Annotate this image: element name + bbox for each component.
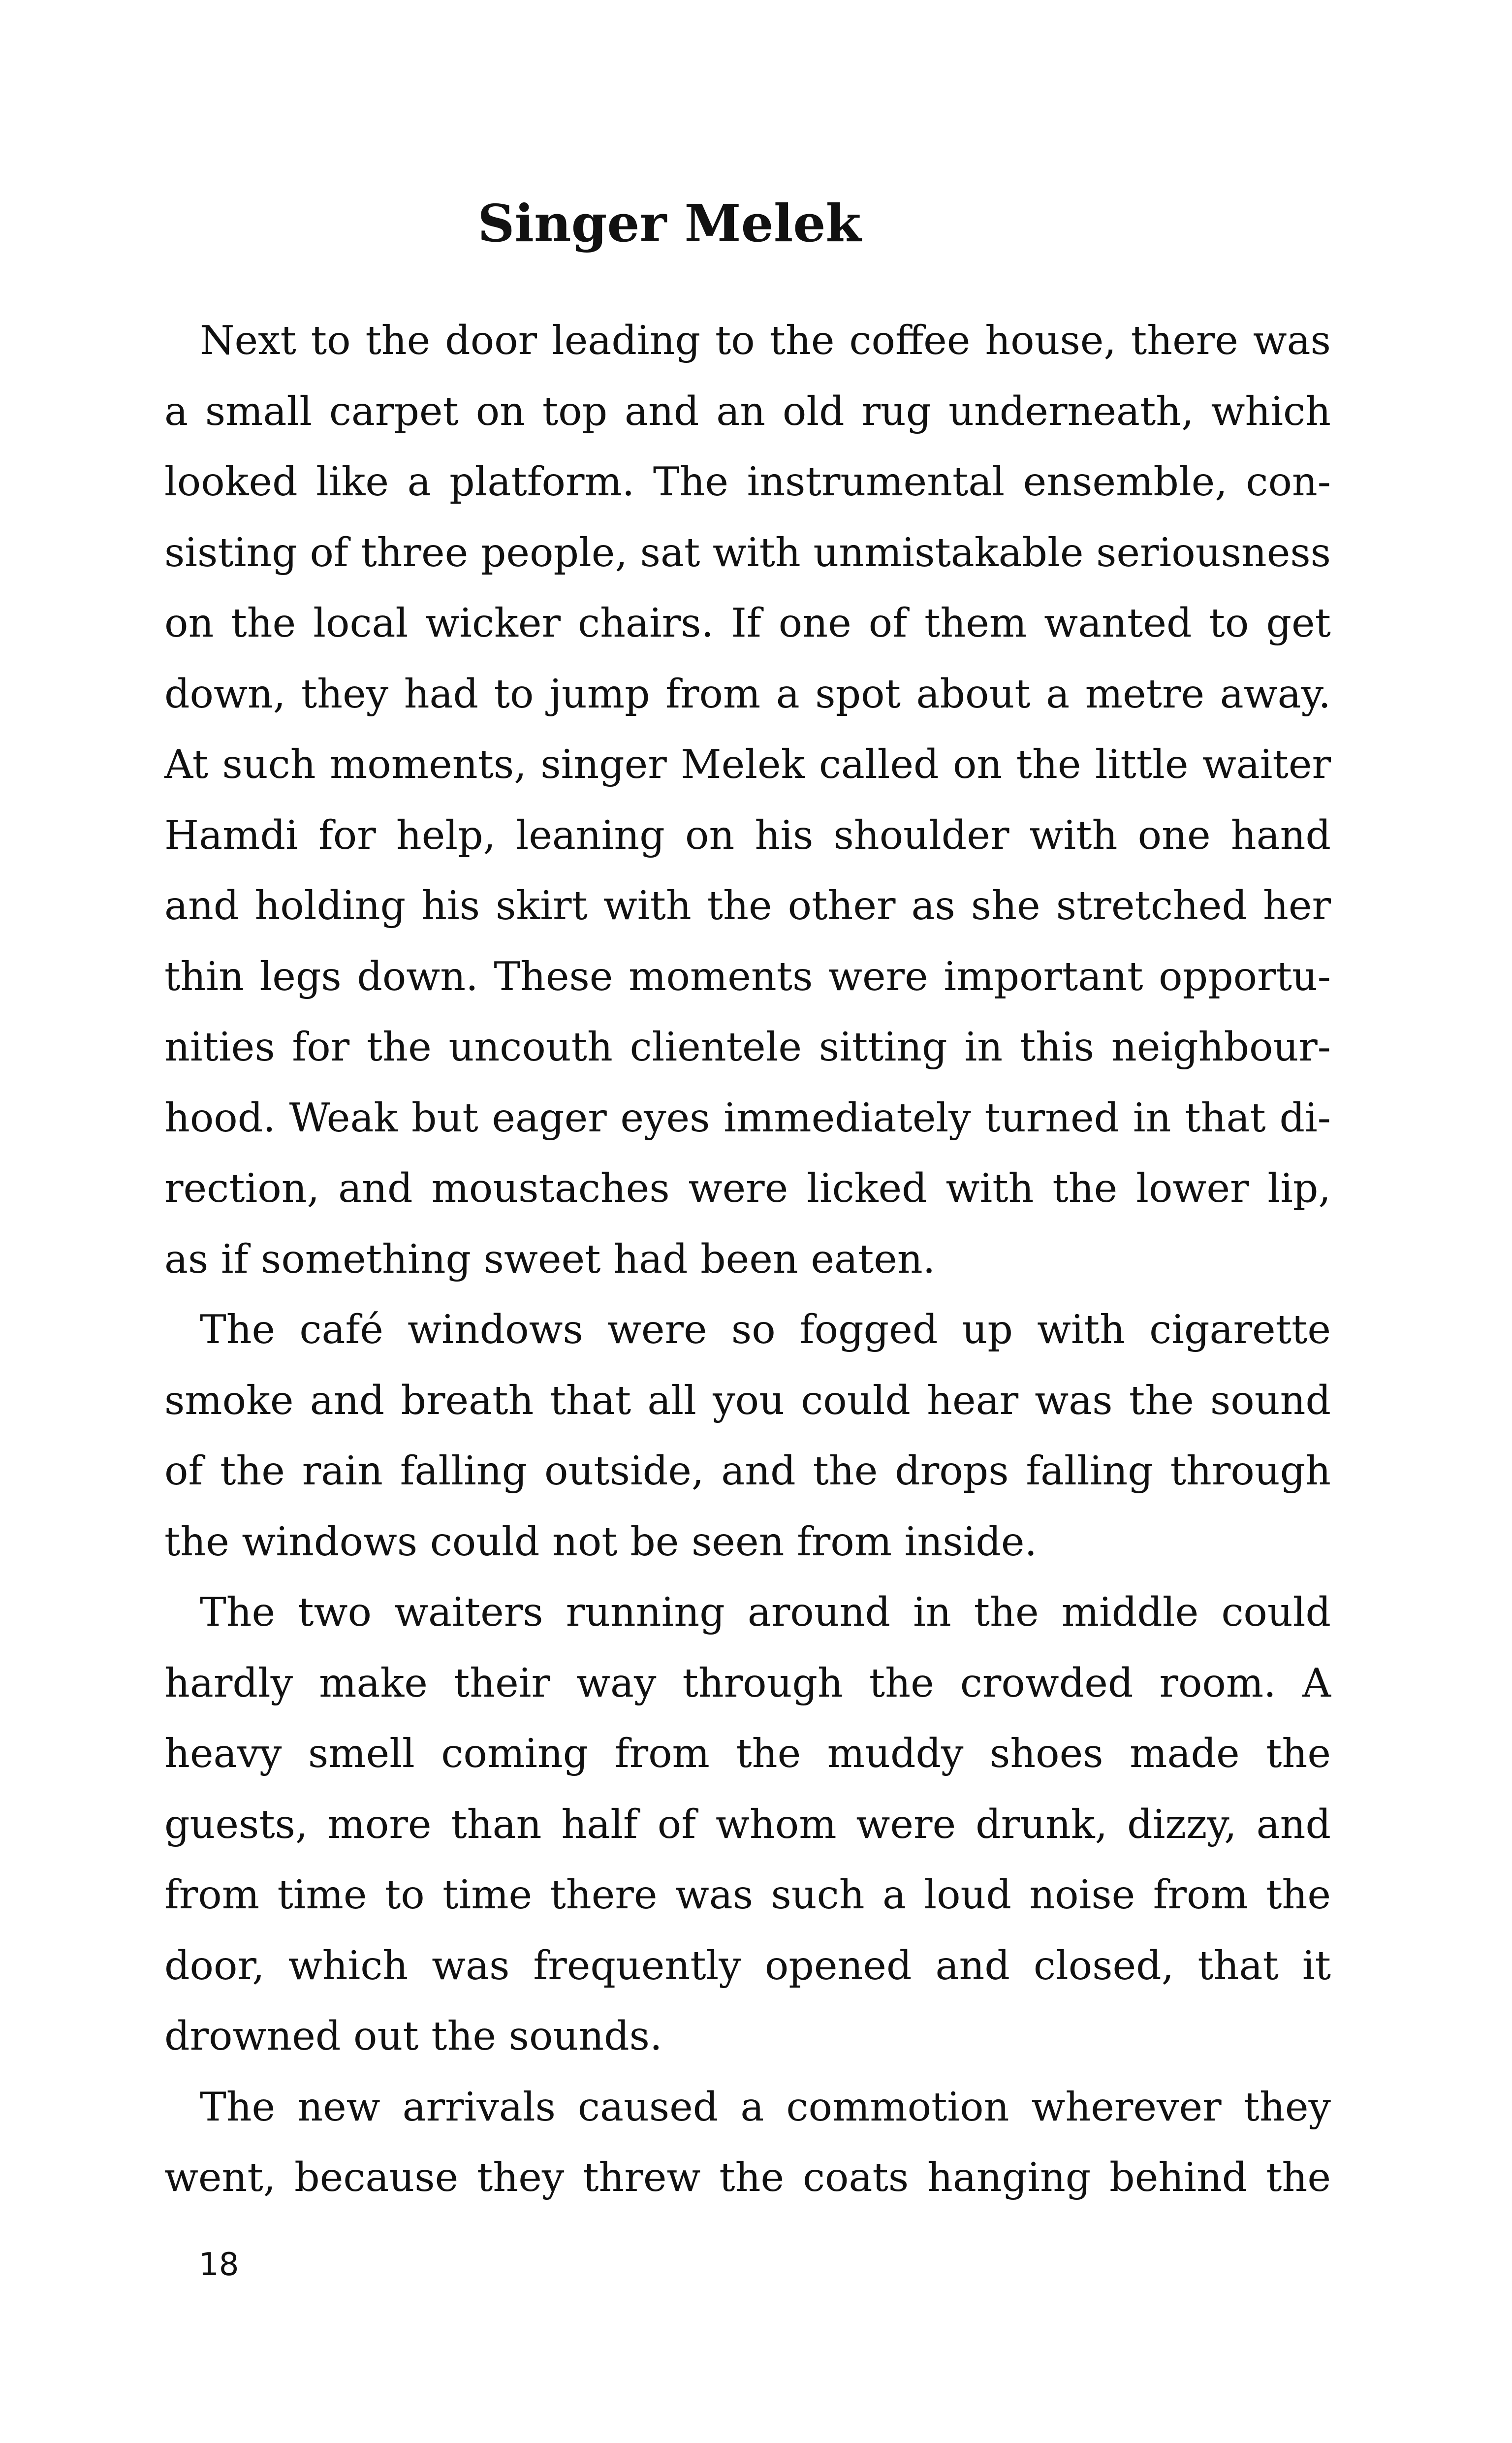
chapter-body bbox=[164, 305, 1331, 2213]
chapter-title: Singer Melek bbox=[477, 193, 861, 254]
paragraph: Next to the door leading to the coffee house, there was a small carpet on top and an old rug underneath, which looked like a platform. The instrumental ensemble, consisting of three people, sat with unmistakable seriousness on the local wicker chairs. If one of them wanted to get down, they had to jump from a spot about a metre away. At such moments, singer Melek called on the little waiter Hamdi for help, leaning on his shoulder with one hand and holding his skirt with the other as she stretched her thin legs down. These moments were important opportunities for the uncouth clientele sitting in this neighbourhood. Weak but eager eyes immediately turned in that direction, and moustaches were licked with the lower lip, as if something sweet had been eaten. bbox=[164, 317, 1331, 1282]
paragraph: The new arrivals caused a commotion wherever they went, because they threw the coats hanging behind the bbox=[164, 2083, 1331, 2200]
paragraph: The café windows were so fogged up with cigarette smoke and breath that all you could hear was the sound of the rain falling outside, and the drops falling through the windows could not be seen from inside. bbox=[164, 1306, 1331, 1565]
page-number: 18 bbox=[199, 2247, 239, 2283]
paragraph: The two waiters running around in the middle could hardly make their way through the crowded room. A heavy smell coming from the muddy shoes made the guests, more than half of whom were drunk, dizzy, and from time to time there was such a loud noise from the door, which was frequently opened and closed, that it drowned out the sounds. bbox=[164, 1589, 1331, 2059]
